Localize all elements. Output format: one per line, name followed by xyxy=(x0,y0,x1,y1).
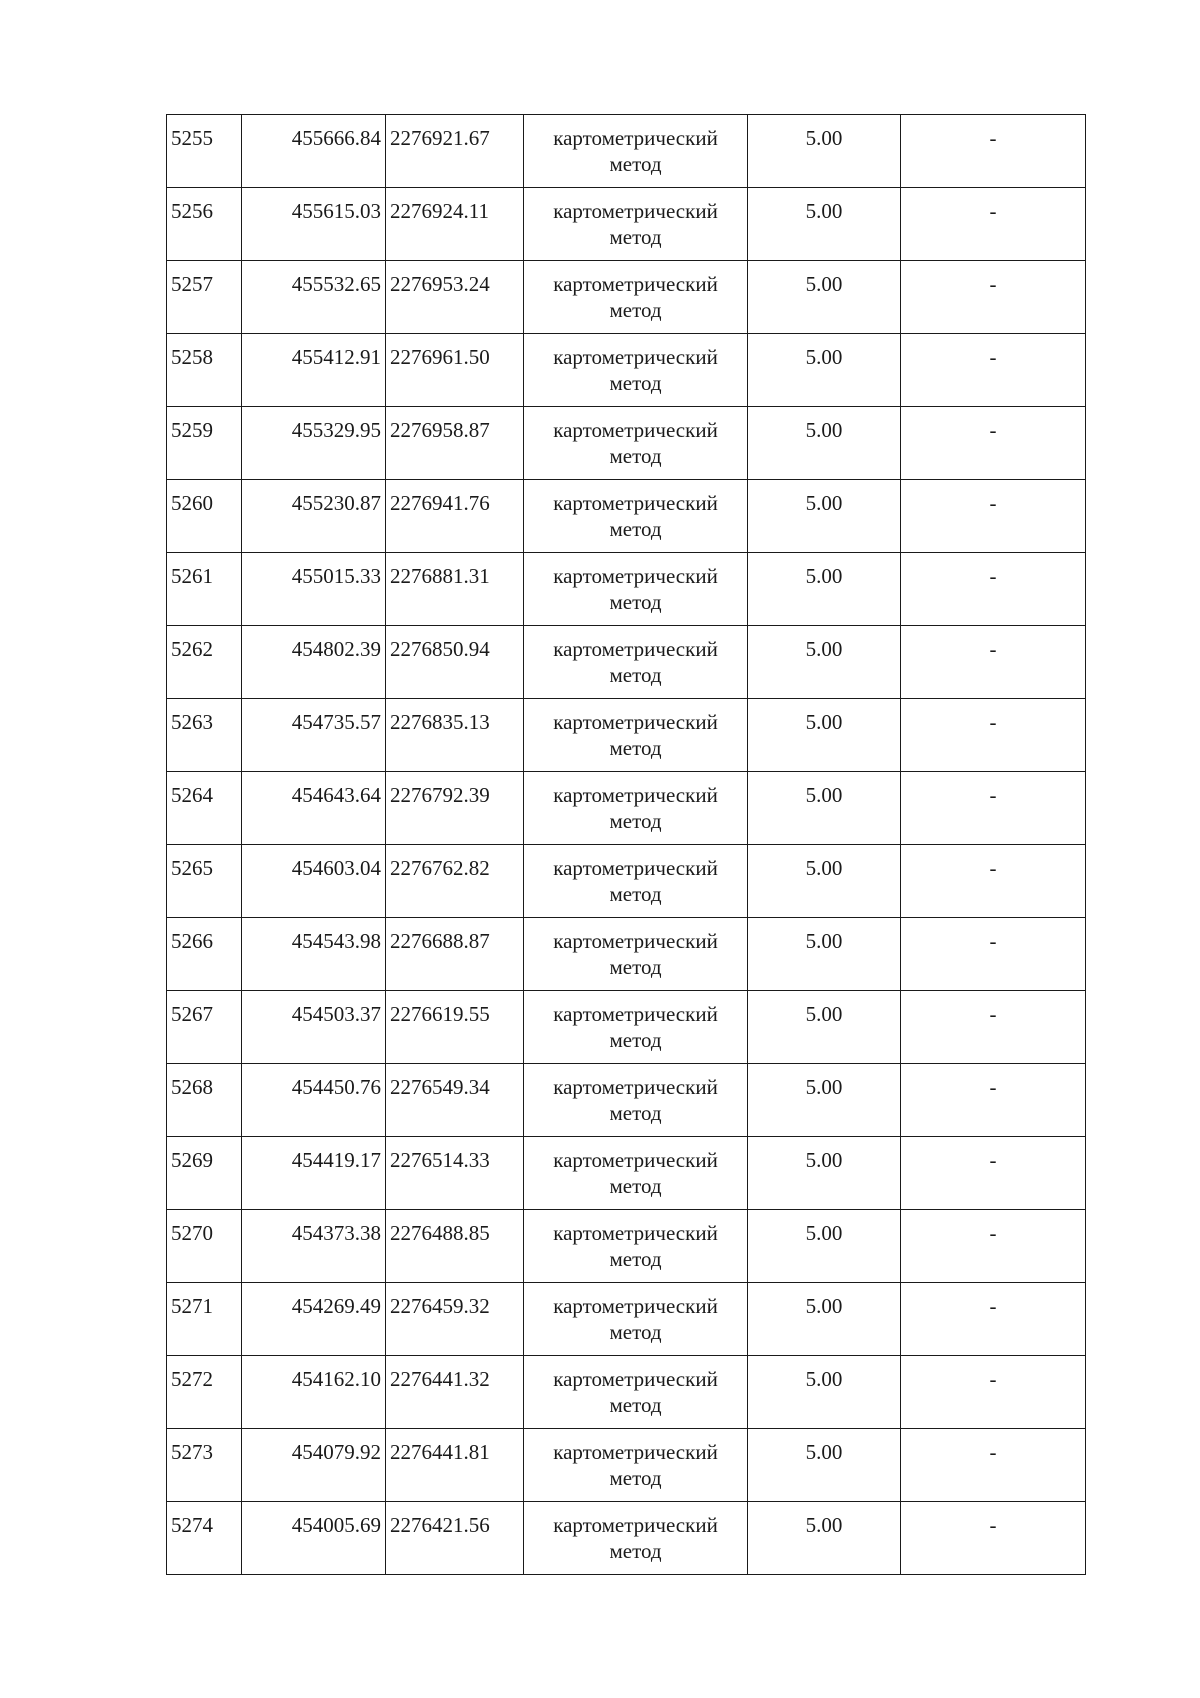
method-line-1: картометрический xyxy=(553,1148,718,1172)
method-line-1: картометрический xyxy=(553,491,718,515)
method-line-1: картометрический xyxy=(553,418,718,442)
point-number-cell: 5272 xyxy=(167,1356,242,1429)
x-coordinate-cell: 454419.17 xyxy=(242,1137,386,1210)
description-cell: - xyxy=(901,334,1086,407)
method-cell xyxy=(524,480,748,553)
precision-cell: 5.00 xyxy=(748,1064,901,1137)
method-line-2: метод xyxy=(609,444,662,468)
y-coordinate-cell: 2276953.24 xyxy=(386,261,524,334)
table-row xyxy=(167,1210,1086,1283)
point-number-cell: 5274 xyxy=(167,1502,242,1575)
description-cell: - xyxy=(901,261,1086,334)
precision-cell: 5.00 xyxy=(748,772,901,845)
method-line-1: картометрический xyxy=(553,1221,718,1245)
description-cell: - xyxy=(901,845,1086,918)
precision-cell: 5.00 xyxy=(748,1283,901,1356)
method-line-2: метод xyxy=(609,1539,662,1563)
coordinates-table xyxy=(166,114,1086,1575)
y-coordinate-cell: 2276441.81 xyxy=(386,1429,524,1502)
x-coordinate-cell: 455666.84 xyxy=(242,115,386,188)
description-cell: - xyxy=(901,699,1086,772)
method-line-2: метод xyxy=(609,517,662,541)
x-coordinate-cell: 455412.91 xyxy=(242,334,386,407)
point-number-cell: 5257 xyxy=(167,261,242,334)
point-number-cell: 5268 xyxy=(167,1064,242,1137)
method-line-1: картометрический xyxy=(553,637,718,661)
method-cell xyxy=(524,1429,748,1502)
point-number-cell: 5263 xyxy=(167,699,242,772)
table-row xyxy=(167,1502,1086,1575)
x-coordinate-cell: 455015.33 xyxy=(242,553,386,626)
x-coordinate-cell: 455615.03 xyxy=(242,188,386,261)
method-cell xyxy=(524,626,748,699)
x-coordinate-cell: 455329.95 xyxy=(242,407,386,480)
method-line-2: метод xyxy=(609,225,662,249)
method-line-1: картометрический xyxy=(553,345,718,369)
precision-cell: 5.00 xyxy=(748,991,901,1064)
method-line-2: метод xyxy=(609,298,662,322)
precision-cell: 5.00 xyxy=(748,918,901,991)
y-coordinate-cell: 2276792.39 xyxy=(386,772,524,845)
table-row xyxy=(167,334,1086,407)
x-coordinate-cell: 454373.38 xyxy=(242,1210,386,1283)
method-cell xyxy=(524,261,748,334)
method-line-2: метод xyxy=(609,152,662,176)
x-coordinate-cell: 454643.64 xyxy=(242,772,386,845)
method-line-1: картометрический xyxy=(553,1002,718,1026)
precision-cell: 5.00 xyxy=(748,1210,901,1283)
method-cell xyxy=(524,1064,748,1137)
table-row xyxy=(167,115,1086,188)
description-cell: - xyxy=(901,626,1086,699)
point-number-cell: 5269 xyxy=(167,1137,242,1210)
precision-cell: 5.00 xyxy=(748,407,901,480)
table-row xyxy=(167,699,1086,772)
table-row xyxy=(167,991,1086,1064)
point-number-cell: 5270 xyxy=(167,1210,242,1283)
x-coordinate-cell: 454005.69 xyxy=(242,1502,386,1575)
precision-cell: 5.00 xyxy=(748,188,901,261)
y-coordinate-cell: 2276619.55 xyxy=(386,991,524,1064)
description-cell: - xyxy=(901,115,1086,188)
method-line-2: метод xyxy=(609,1174,662,1198)
x-coordinate-cell: 454079.92 xyxy=(242,1429,386,1502)
y-coordinate-cell: 2276762.82 xyxy=(386,845,524,918)
x-coordinate-cell: 454503.37 xyxy=(242,991,386,1064)
x-coordinate-cell: 454450.76 xyxy=(242,1064,386,1137)
point-number-cell: 5258 xyxy=(167,334,242,407)
method-cell xyxy=(524,918,748,991)
y-coordinate-cell: 2276549.34 xyxy=(386,1064,524,1137)
method-line-1: картометрический xyxy=(553,783,718,807)
x-coordinate-cell: 454603.04 xyxy=(242,845,386,918)
method-line-1: картометрический xyxy=(553,126,718,150)
y-coordinate-cell: 2276961.50 xyxy=(386,334,524,407)
table-row xyxy=(167,480,1086,553)
point-number-cell: 5271 xyxy=(167,1283,242,1356)
method-cell xyxy=(524,1137,748,1210)
precision-cell: 5.00 xyxy=(748,261,901,334)
table-row xyxy=(167,261,1086,334)
description-cell: - xyxy=(901,1137,1086,1210)
x-coordinate-cell: 454802.39 xyxy=(242,626,386,699)
precision-cell: 5.00 xyxy=(748,1137,901,1210)
method-line-1: картометрический xyxy=(553,1440,718,1464)
description-cell: - xyxy=(901,772,1086,845)
precision-cell: 5.00 xyxy=(748,699,901,772)
point-number-cell: 5266 xyxy=(167,918,242,991)
table-row xyxy=(167,1283,1086,1356)
description-cell: - xyxy=(901,1502,1086,1575)
method-line-2: метод xyxy=(609,1028,662,1052)
method-line-2: метод xyxy=(609,1247,662,1271)
method-cell xyxy=(524,334,748,407)
point-number-cell: 5261 xyxy=(167,553,242,626)
method-line-1: картометрический xyxy=(553,856,718,880)
method-line-1: картометрический xyxy=(553,710,718,734)
method-line-1: картометрический xyxy=(553,929,718,953)
description-cell: - xyxy=(901,1356,1086,1429)
precision-cell: 5.00 xyxy=(748,1502,901,1575)
table-row xyxy=(167,772,1086,845)
method-cell xyxy=(524,991,748,1064)
y-coordinate-cell: 2276514.33 xyxy=(386,1137,524,1210)
point-number-cell: 5259 xyxy=(167,407,242,480)
method-cell xyxy=(524,1210,748,1283)
precision-cell: 5.00 xyxy=(748,115,901,188)
table-row xyxy=(167,626,1086,699)
description-cell: - xyxy=(901,553,1086,626)
x-coordinate-cell: 454162.10 xyxy=(242,1356,386,1429)
x-coordinate-cell: 454543.98 xyxy=(242,918,386,991)
description-cell: - xyxy=(901,1283,1086,1356)
y-coordinate-cell: 2276835.13 xyxy=(386,699,524,772)
method-line-2: метод xyxy=(609,1101,662,1125)
point-number-cell: 5260 xyxy=(167,480,242,553)
precision-cell: 5.00 xyxy=(748,626,901,699)
table-row xyxy=(167,1064,1086,1137)
method-line-1: картометрический xyxy=(553,1367,718,1391)
point-number-cell: 5262 xyxy=(167,626,242,699)
point-number-cell: 5267 xyxy=(167,991,242,1064)
x-coordinate-cell: 455230.87 xyxy=(242,480,386,553)
method-cell xyxy=(524,553,748,626)
y-coordinate-cell: 2276488.85 xyxy=(386,1210,524,1283)
description-cell: - xyxy=(901,480,1086,553)
y-coordinate-cell: 2276441.32 xyxy=(386,1356,524,1429)
y-coordinate-cell: 2276958.87 xyxy=(386,407,524,480)
precision-cell: 5.00 xyxy=(748,480,901,553)
method-line-2: метод xyxy=(609,955,662,979)
point-number-cell: 5256 xyxy=(167,188,242,261)
y-coordinate-cell: 2276459.32 xyxy=(386,1283,524,1356)
table-row xyxy=(167,918,1086,991)
point-number-cell: 5264 xyxy=(167,772,242,845)
point-number-cell: 5273 xyxy=(167,1429,242,1502)
y-coordinate-cell: 2276688.87 xyxy=(386,918,524,991)
y-coordinate-cell: 2276924.11 xyxy=(386,188,524,261)
y-coordinate-cell: 2276881.31 xyxy=(386,553,524,626)
method-line-2: метод xyxy=(609,736,662,760)
table-row xyxy=(167,407,1086,480)
method-line-2: метод xyxy=(609,1466,662,1490)
description-cell: - xyxy=(901,1210,1086,1283)
method-cell xyxy=(524,1356,748,1429)
table-row xyxy=(167,188,1086,261)
method-cell xyxy=(524,188,748,261)
description-cell: - xyxy=(901,1064,1086,1137)
method-cell xyxy=(524,699,748,772)
method-line-1: картометрический xyxy=(553,272,718,296)
table-row xyxy=(167,845,1086,918)
precision-cell: 5.00 xyxy=(748,1429,901,1502)
method-line-1: картометрический xyxy=(553,199,718,223)
description-cell: - xyxy=(901,991,1086,1064)
precision-cell: 5.00 xyxy=(748,1356,901,1429)
method-cell xyxy=(524,772,748,845)
point-number-cell: 5255 xyxy=(167,115,242,188)
method-cell xyxy=(524,845,748,918)
method-cell xyxy=(524,1502,748,1575)
method-line-2: метод xyxy=(609,882,662,906)
method-line-1: картометрический xyxy=(553,1075,718,1099)
description-cell: - xyxy=(901,188,1086,261)
description-cell: - xyxy=(901,918,1086,991)
precision-cell: 5.00 xyxy=(748,334,901,407)
y-coordinate-cell: 2276850.94 xyxy=(386,626,524,699)
x-coordinate-cell: 454269.49 xyxy=(242,1283,386,1356)
table-row xyxy=(167,1429,1086,1502)
description-cell: - xyxy=(901,407,1086,480)
table-row xyxy=(167,1356,1086,1429)
method-cell xyxy=(524,1283,748,1356)
method-line-1: картометрический xyxy=(553,1513,718,1537)
coordinates-table-body xyxy=(167,115,1086,1575)
method-line-2: метод xyxy=(609,663,662,687)
method-line-1: картометрический xyxy=(553,564,718,588)
description-cell: - xyxy=(901,1429,1086,1502)
table-row xyxy=(167,1137,1086,1210)
x-coordinate-cell: 455532.65 xyxy=(242,261,386,334)
method-line-2: метод xyxy=(609,1393,662,1417)
precision-cell: 5.00 xyxy=(748,845,901,918)
method-cell xyxy=(524,115,748,188)
method-cell xyxy=(524,407,748,480)
method-line-2: метод xyxy=(609,590,662,614)
table-row xyxy=(167,553,1086,626)
x-coordinate-cell: 454735.57 xyxy=(242,699,386,772)
precision-cell: 5.00 xyxy=(748,553,901,626)
method-line-2: метод xyxy=(609,371,662,395)
y-coordinate-cell: 2276941.76 xyxy=(386,480,524,553)
point-number-cell: 5265 xyxy=(167,845,242,918)
y-coordinate-cell: 2276421.56 xyxy=(386,1502,524,1575)
method-line-2: метод xyxy=(609,1320,662,1344)
method-line-1: картометрический xyxy=(553,1294,718,1318)
y-coordinate-cell: 2276921.67 xyxy=(386,115,524,188)
method-line-2: метод xyxy=(609,809,662,833)
